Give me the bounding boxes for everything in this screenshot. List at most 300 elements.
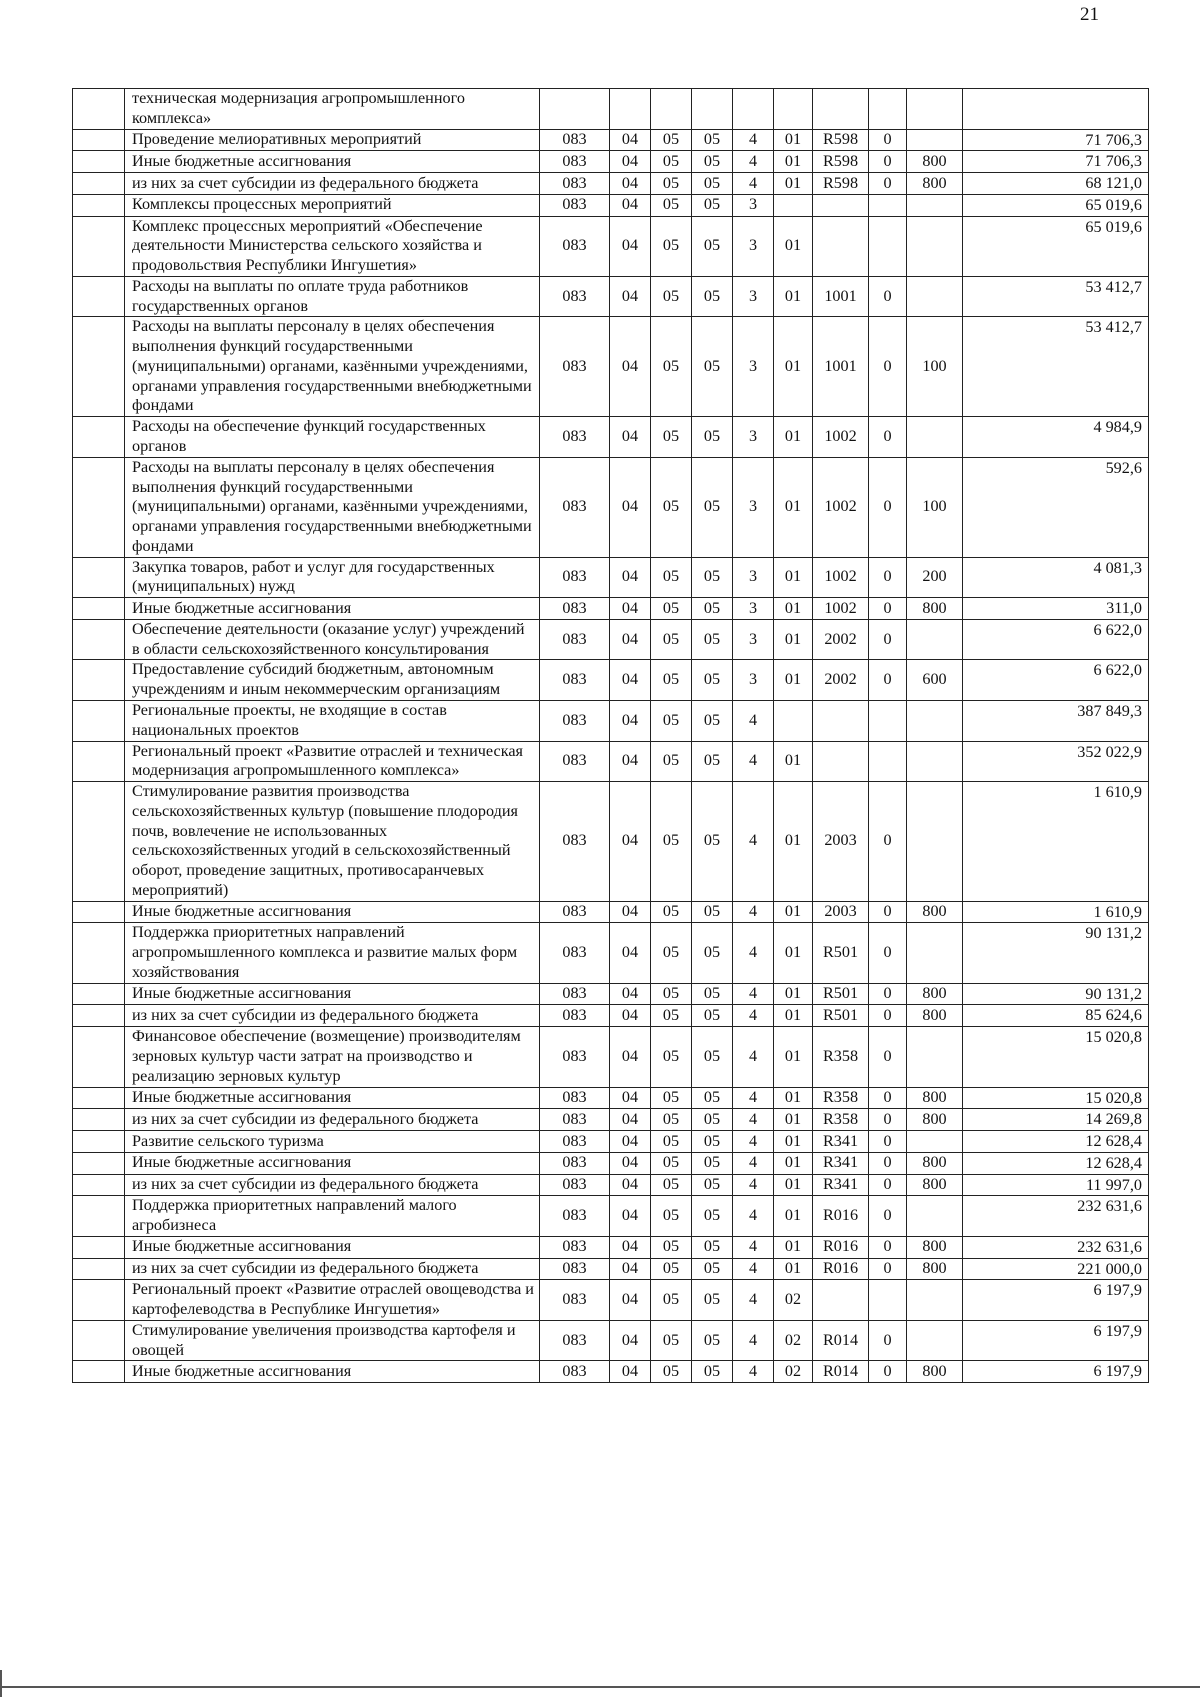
cell-subsection: 05 <box>651 194 692 216</box>
cell-direction: R358 <box>813 1027 869 1087</box>
table-row <box>73 1280 1149 1321</box>
cell-amount: 71 706,3 <box>963 151 1149 173</box>
cell-section: 04 <box>610 1131 651 1153</box>
cell-subprogram: 4 <box>733 1174 774 1196</box>
cell-amount: 65 019,6 <box>963 194 1149 216</box>
cell-code-suffix: 0 <box>869 598 907 620</box>
table-row <box>73 216 1149 276</box>
cell-code-suffix: 0 <box>869 1320 907 1361</box>
cell-direction: R501 <box>813 1005 869 1027</box>
cell-grbs: 083 <box>540 983 610 1005</box>
cell-event: 01 <box>774 1131 813 1153</box>
cell-event: 01 <box>774 901 813 923</box>
cell-subprogram: 3 <box>733 598 774 620</box>
cell-direction <box>813 741 869 782</box>
cell-section: 04 <box>610 901 651 923</box>
cell-direction: 2003 <box>813 901 869 923</box>
cell-event: 01 <box>774 1109 813 1131</box>
cell-direction: R016 <box>813 1236 869 1258</box>
table-row <box>73 194 1149 216</box>
cell-program: 05 <box>692 1196 733 1237</box>
cell-event: 02 <box>774 1320 813 1361</box>
cell-grbs: 083 <box>540 1027 610 1087</box>
cell-expense-type <box>907 129 963 151</box>
cell-section: 04 <box>610 1174 651 1196</box>
cell-expense-type: 800 <box>907 598 963 620</box>
cell-grbs: 083 <box>540 700 610 741</box>
cell-code-suffix: 0 <box>869 276 907 317</box>
table-row <box>73 923 1149 983</box>
cell-expense-type <box>907 1320 963 1361</box>
cell-item-name: Иные бюджетные ассигнования <box>125 1087 540 1109</box>
scan-edge-line <box>0 1686 1200 1688</box>
cell-subsection: 05 <box>651 317 692 417</box>
cell-expense-type <box>907 276 963 317</box>
cell-blank <box>73 317 125 417</box>
cell-section: 04 <box>610 1258 651 1280</box>
cell-blank <box>73 89 125 130</box>
cell-expense-type <box>907 619 963 660</box>
cell-direction: 1002 <box>813 417 869 458</box>
cell-amount: 90 131,2 <box>963 983 1149 1005</box>
cell-expense-type <box>907 700 963 741</box>
cell-event: 01 <box>774 317 813 417</box>
cell-event: 01 <box>774 173 813 195</box>
cell-program: 05 <box>692 1174 733 1196</box>
table-row <box>73 983 1149 1005</box>
cell-event: 02 <box>774 1280 813 1321</box>
cell-blank <box>73 1109 125 1131</box>
cell-event: 01 <box>774 276 813 317</box>
cell-amount: 387 849,3 <box>963 700 1149 741</box>
cell-grbs: 083 <box>540 1320 610 1361</box>
budget-table-body <box>73 89 1149 1383</box>
cell-subsection: 05 <box>651 598 692 620</box>
cell-section: 04 <box>610 1087 651 1109</box>
cell-amount: 232 631,6 <box>963 1196 1149 1237</box>
cell-code-suffix: 0 <box>869 129 907 151</box>
cell-item-name: из них за счет субсидии из федерального бюджета <box>125 1258 540 1280</box>
cell-item-name: Поддержка приоритетных направлений агропромышленного комплекса и развитие малых форм хозяйствования <box>125 923 540 983</box>
table-row <box>73 660 1149 701</box>
cell-item-name: Иные бюджетные ассигнования <box>125 598 540 620</box>
cell-direction: 1002 <box>813 598 869 620</box>
cell-grbs: 083 <box>540 1196 610 1237</box>
cell-subsection: 05 <box>651 1152 692 1174</box>
cell-subprogram: 4 <box>733 1027 774 1087</box>
cell-code-suffix: 0 <box>869 151 907 173</box>
cell-subsection: 05 <box>651 923 692 983</box>
cell-subprogram: 3 <box>733 216 774 276</box>
table-row <box>73 598 1149 620</box>
cell-code-suffix: 0 <box>869 619 907 660</box>
cell-event: 01 <box>774 216 813 276</box>
cell-expense-type: 800 <box>907 1258 963 1280</box>
cell-code-suffix: 0 <box>869 1196 907 1237</box>
cell-item-name: Закупка товаров, работ и услуг для государственных (муниципальных) нужд <box>125 557 540 598</box>
cell-amount: 68 121,0 <box>963 173 1149 195</box>
cell-program: 05 <box>692 923 733 983</box>
cell-expense-type: 800 <box>907 901 963 923</box>
table-row <box>73 1361 1149 1383</box>
cell-grbs: 083 <box>540 923 610 983</box>
cell-event: 01 <box>774 983 813 1005</box>
cell-expense-type: 600 <box>907 660 963 701</box>
cell-direction: R341 <box>813 1152 869 1174</box>
cell-subsection: 05 <box>651 1131 692 1153</box>
cell-code-suffix: 0 <box>869 1005 907 1027</box>
cell-grbs: 083 <box>540 151 610 173</box>
cell-item-name: из них за счет субсидии из федерального бюджета <box>125 1005 540 1027</box>
cell-blank <box>73 276 125 317</box>
cell-direction: 2002 <box>813 619 869 660</box>
cell-code-suffix: 0 <box>869 1087 907 1109</box>
cell-amount: 352 022,9 <box>963 741 1149 782</box>
cell-event: 01 <box>774 1196 813 1237</box>
cell-program: 05 <box>692 598 733 620</box>
cell-expense-type <box>907 923 963 983</box>
cell-section: 04 <box>610 129 651 151</box>
table-row <box>73 1236 1149 1258</box>
cell-item-name: Стимулирование развития производства сельскохозяйственных культур (повышение плодородия почв, вовлечение не использованных сельскохозяйственных угодий в сельскохозяйственный оборот, проведение защитных, противосаранчевых мероприятий) <box>125 782 540 902</box>
cell-blank <box>73 1280 125 1321</box>
cell-blank <box>73 660 125 701</box>
cell-section: 04 <box>610 1005 651 1027</box>
cell-item-name: Расходы на выплаты по оплате труда работников государственных органов <box>125 276 540 317</box>
cell-code-suffix: 0 <box>869 1258 907 1280</box>
table-row <box>73 1005 1149 1027</box>
cell-blank <box>73 741 125 782</box>
cell-program: 05 <box>692 660 733 701</box>
table-row <box>73 557 1149 598</box>
cell-expense-type <box>907 782 963 902</box>
cell-program: 05 <box>692 1005 733 1027</box>
cell-blank <box>73 173 125 195</box>
cell-section: 04 <box>610 619 651 660</box>
cell-grbs: 083 <box>540 417 610 458</box>
cell-item-name: техническая модернизация агропромышленного комплекса» <box>125 89 540 130</box>
cell-grbs: 083 <box>540 173 610 195</box>
cell-section: 04 <box>610 660 651 701</box>
cell-grbs: 083 <box>540 1258 610 1280</box>
cell-subprogram: 4 <box>733 983 774 1005</box>
cell-amount: 14 269,8 <box>963 1109 1149 1131</box>
cell-grbs: 083 <box>540 1005 610 1027</box>
cell-program: 05 <box>692 317 733 417</box>
cell-blank <box>73 1005 125 1027</box>
cell-subprogram: 4 <box>733 151 774 173</box>
cell-item-name: из них за счет субсидии из федерального бюджета <box>125 1109 540 1131</box>
cell-code-suffix: 0 <box>869 901 907 923</box>
cell-item-name: из них за счет субсидии из федерального бюджета <box>125 1174 540 1196</box>
cell-direction <box>813 700 869 741</box>
cell-subprogram: 4 <box>733 700 774 741</box>
cell-grbs: 083 <box>540 782 610 902</box>
cell-program: 05 <box>692 194 733 216</box>
cell-subprogram: 4 <box>733 782 774 902</box>
cell-amount: 85 624,6 <box>963 1005 1149 1027</box>
table-row <box>73 1109 1149 1131</box>
cell-expense-type: 800 <box>907 1087 963 1109</box>
cell-item-name: Расходы на выплаты персоналу в целях обеспечения выполнения функций государственными (муниципальными) органами, казёнными учреждениями, органами управления государственными внебюджетными фондами <box>125 457 540 557</box>
cell-grbs: 083 <box>540 1109 610 1131</box>
cell-code-suffix <box>869 700 907 741</box>
cell-blank <box>73 700 125 741</box>
cell-program: 05 <box>692 1361 733 1383</box>
cell-program: 05 <box>692 151 733 173</box>
cell-grbs: 083 <box>540 317 610 417</box>
cell-direction: R598 <box>813 129 869 151</box>
cell-amount: 592,6 <box>963 457 1149 557</box>
cell-event: 01 <box>774 1174 813 1196</box>
cell-grbs: 083 <box>540 1152 610 1174</box>
cell-item-name: Финансовое обеспечение (возмещение) производителям зерновых культур части затрат на производство и реализацию зерновых культур <box>125 1027 540 1087</box>
cell-section: 04 <box>610 700 651 741</box>
cell-code-suffix: 0 <box>869 1027 907 1087</box>
cell-subsection: 05 <box>651 1258 692 1280</box>
cell-subprogram: 3 <box>733 194 774 216</box>
cell-grbs: 083 <box>540 194 610 216</box>
cell-code-suffix: 0 <box>869 557 907 598</box>
cell-subprogram: 3 <box>733 417 774 458</box>
cell-item-name: Региональный проект «Развитие отраслей овощеводства и картофелеводства в Республике Ингушетия» <box>125 1280 540 1321</box>
cell-subprogram: 4 <box>733 1131 774 1153</box>
cell-direction: R341 <box>813 1174 869 1196</box>
cell-program: 05 <box>692 457 733 557</box>
cell-event: 02 <box>774 1361 813 1383</box>
cell-blank <box>73 923 125 983</box>
cell-code-suffix: 0 <box>869 782 907 902</box>
cell-subsection: 05 <box>651 1196 692 1237</box>
cell-amount: 6 622,0 <box>963 619 1149 660</box>
table-row <box>73 457 1149 557</box>
cell-section: 04 <box>610 417 651 458</box>
cell-direction: 1002 <box>813 557 869 598</box>
cell-blank <box>73 1131 125 1153</box>
cell-code-suffix: 0 <box>869 173 907 195</box>
cell-subsection: 05 <box>651 619 692 660</box>
table-row <box>73 700 1149 741</box>
table-row <box>73 1320 1149 1361</box>
cell-subprogram: 4 <box>733 1236 774 1258</box>
cell-amount <box>963 89 1149 130</box>
cell-subsection: 05 <box>651 901 692 923</box>
cell-expense-type: 800 <box>907 983 963 1005</box>
cell-program: 05 <box>692 216 733 276</box>
table-row <box>73 151 1149 173</box>
cell-grbs: 083 <box>540 598 610 620</box>
cell-section: 04 <box>610 317 651 417</box>
cell-direction: R341 <box>813 1131 869 1153</box>
cell-code-suffix: 0 <box>869 1109 907 1131</box>
cell-subprogram: 4 <box>733 129 774 151</box>
cell-item-name: Иные бюджетные ассигнования <box>125 983 540 1005</box>
cell-subprogram: 4 <box>733 1152 774 1174</box>
cell-item-name: Предоставление субсидий бюджетным, автономным учреждениям и иным некоммерческим организациям <box>125 660 540 701</box>
cell-subsection: 05 <box>651 276 692 317</box>
cell-program: 05 <box>692 417 733 458</box>
cell-subprogram: 4 <box>733 1280 774 1321</box>
cell-expense-type <box>907 1131 963 1153</box>
cell-code-suffix: 0 <box>869 660 907 701</box>
cell-grbs <box>540 89 610 130</box>
cell-section: 04 <box>610 1027 651 1087</box>
cell-blank <box>73 1027 125 1087</box>
cell-subprogram: 4 <box>733 1087 774 1109</box>
cell-subsection: 05 <box>651 782 692 902</box>
cell-direction: R014 <box>813 1320 869 1361</box>
cell-direction: R358 <box>813 1109 869 1131</box>
cell-item-name: Расходы на выплаты персоналу в целях обеспечения выполнения функций государственными (муниципальными) органами, казёнными учреждениями, органами управления государственными внебюджетными фондами <box>125 317 540 417</box>
cell-direction: 1001 <box>813 276 869 317</box>
cell-program: 05 <box>692 1131 733 1153</box>
cell-expense-type: 800 <box>907 1174 963 1196</box>
cell-event: 01 <box>774 1087 813 1109</box>
cell-section: 04 <box>610 1196 651 1237</box>
cell-event: 01 <box>774 619 813 660</box>
cell-amount: 311,0 <box>963 598 1149 620</box>
cell-item-name: Региональные проекты, не входящие в состав национальных проектов <box>125 700 540 741</box>
cell-subprogram: 4 <box>733 173 774 195</box>
cell-item-name: Расходы на обеспечение функций государственных органов <box>125 417 540 458</box>
cell-expense-type: 800 <box>907 173 963 195</box>
cell-blank <box>73 457 125 557</box>
cell-section: 04 <box>610 151 651 173</box>
cell-code-suffix: 0 <box>869 317 907 417</box>
cell-subsection: 05 <box>651 1320 692 1361</box>
cell-program: 05 <box>692 276 733 317</box>
cell-blank <box>73 151 125 173</box>
cell-amount: 15 020,8 <box>963 1087 1149 1109</box>
cell-subprogram: 4 <box>733 1258 774 1280</box>
cell-subprogram: 3 <box>733 317 774 417</box>
cell-direction: R016 <box>813 1196 869 1237</box>
cell-subsection: 05 <box>651 1174 692 1196</box>
cell-amount: 12 628,4 <box>963 1152 1149 1174</box>
cell-blank <box>73 129 125 151</box>
page-number: 21 <box>1080 4 1099 25</box>
table-row <box>73 901 1149 923</box>
cell-amount: 4 081,3 <box>963 557 1149 598</box>
cell-subsection: 05 <box>651 983 692 1005</box>
cell-item-name: из них за счет субсидии из федерального бюджета <box>125 173 540 195</box>
cell-blank <box>73 782 125 902</box>
cell-event: 01 <box>774 1258 813 1280</box>
cell-subsection: 05 <box>651 741 692 782</box>
cell-blank <box>73 1087 125 1109</box>
cell-direction: 1002 <box>813 457 869 557</box>
cell-code-suffix <box>869 216 907 276</box>
cell-blank <box>73 216 125 276</box>
cell-direction <box>813 194 869 216</box>
cell-subsection: 05 <box>651 417 692 458</box>
cell-grbs: 083 <box>540 1361 610 1383</box>
table-row <box>73 619 1149 660</box>
cell-subprogram: 3 <box>733 660 774 701</box>
cell-grbs: 083 <box>540 1131 610 1153</box>
cell-grbs: 083 <box>540 276 610 317</box>
cell-event: 01 <box>774 1236 813 1258</box>
cell-subsection: 05 <box>651 457 692 557</box>
cell-section: 04 <box>610 1236 651 1258</box>
cell-code-suffix <box>869 89 907 130</box>
cell-blank <box>73 1361 125 1383</box>
table-row <box>73 1131 1149 1153</box>
cell-direction: R598 <box>813 151 869 173</box>
cell-item-name: Стимулирование увеличения производства картофеля и овощей <box>125 1320 540 1361</box>
cell-amount: 1 610,9 <box>963 782 1149 902</box>
cell-subprogram: 4 <box>733 901 774 923</box>
scan-edge-mark <box>0 1670 2 1697</box>
cell-code-suffix: 0 <box>869 417 907 458</box>
cell-subsection: 05 <box>651 1280 692 1321</box>
cell-program: 05 <box>692 173 733 195</box>
table-row <box>73 276 1149 317</box>
cell-direction: R358 <box>813 1087 869 1109</box>
cell-amount: 1 610,9 <box>963 901 1149 923</box>
cell-code-suffix: 0 <box>869 457 907 557</box>
cell-code-suffix: 0 <box>869 1236 907 1258</box>
cell-grbs: 083 <box>540 1236 610 1258</box>
table-row <box>73 173 1149 195</box>
cell-section: 04 <box>610 1152 651 1174</box>
cell-event: 01 <box>774 1005 813 1027</box>
cell-program: 05 <box>692 1109 733 1131</box>
cell-subprogram: 4 <box>733 923 774 983</box>
table-row <box>73 1196 1149 1237</box>
cell-amount: 4 984,9 <box>963 417 1149 458</box>
cell-program: 05 <box>692 1258 733 1280</box>
cell-program: 05 <box>692 619 733 660</box>
cell-section: 04 <box>610 457 651 557</box>
cell-grbs: 083 <box>540 129 610 151</box>
cell-event: 01 <box>774 1152 813 1174</box>
cell-subsection: 05 <box>651 1027 692 1087</box>
table-row <box>73 417 1149 458</box>
cell-item-name: Развитие сельского туризма <box>125 1131 540 1153</box>
cell-subsection: 05 <box>651 151 692 173</box>
cell-direction: R014 <box>813 1361 869 1383</box>
cell-subprogram: 4 <box>733 1361 774 1383</box>
cell-event: 01 <box>774 457 813 557</box>
cell-grbs: 083 <box>540 741 610 782</box>
cell-direction: R501 <box>813 983 869 1005</box>
cell-item-name: Комплекс процессных мероприятий «Обеспечение деятельности Министерства сельского хозяйства и продовольствия Республики Ингушетия» <box>125 216 540 276</box>
cell-code-suffix <box>869 194 907 216</box>
cell-grbs: 083 <box>540 557 610 598</box>
cell-item-name: Иные бюджетные ассигнования <box>125 1152 540 1174</box>
cell-event <box>774 700 813 741</box>
cell-event <box>774 194 813 216</box>
cell-code-suffix: 0 <box>869 1361 907 1383</box>
cell-blank <box>73 417 125 458</box>
table-row <box>73 89 1149 130</box>
table-row <box>73 782 1149 902</box>
cell-amount: 90 131,2 <box>963 923 1149 983</box>
cell-subsection: 05 <box>651 1236 692 1258</box>
cell-direction <box>813 216 869 276</box>
cell-amount: 65 019,6 <box>963 216 1149 276</box>
cell-direction: 2003 <box>813 782 869 902</box>
cell-blank <box>73 598 125 620</box>
cell-expense-type <box>907 417 963 458</box>
cell-expense-type <box>907 741 963 782</box>
cell-amount: 53 412,7 <box>963 317 1149 417</box>
cell-subprogram: 4 <box>733 1196 774 1237</box>
cell-subsection: 05 <box>651 216 692 276</box>
cell-blank <box>73 1196 125 1237</box>
cell-amount: 6 197,9 <box>963 1361 1149 1383</box>
